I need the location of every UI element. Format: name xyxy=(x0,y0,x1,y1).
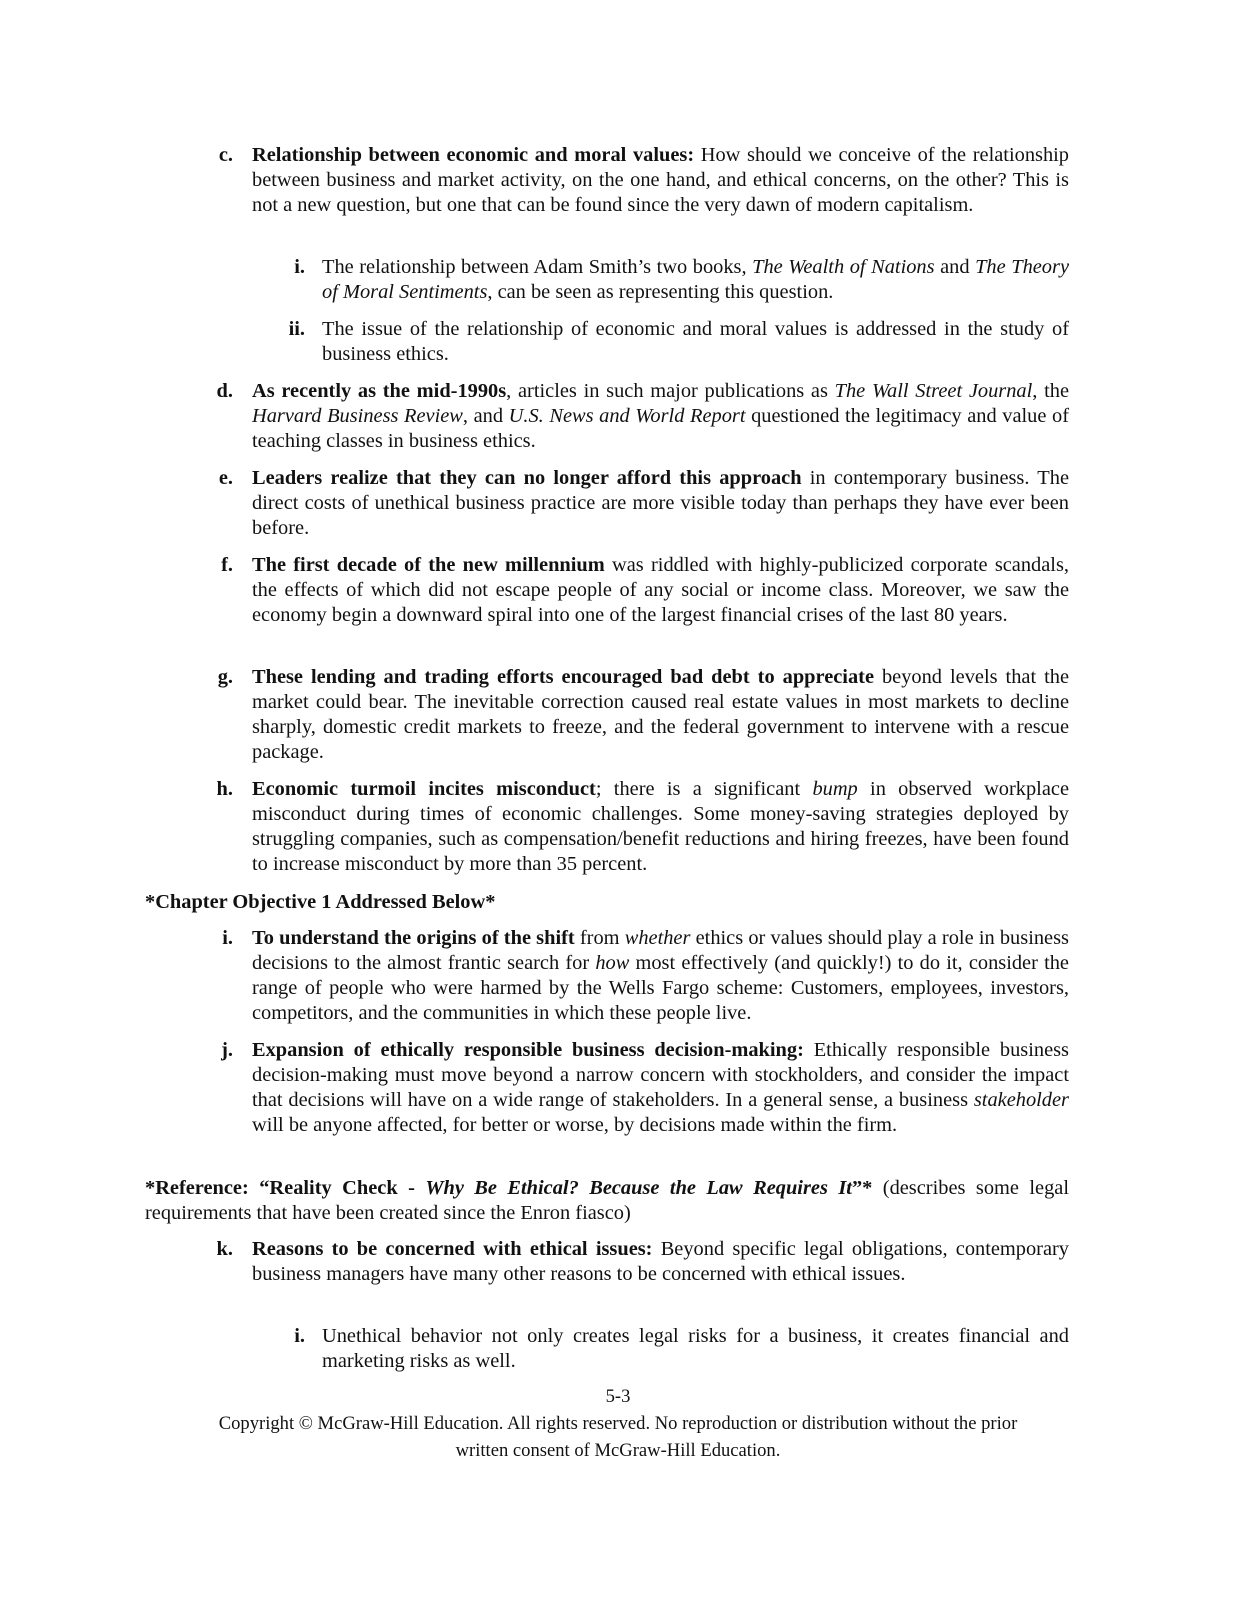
list-item-f xyxy=(221,553,1069,628)
reference-label-end: ”* xyxy=(851,1177,873,1199)
reference-heading xyxy=(145,1176,1069,1226)
item-text: in observed workplace misconduct during times of economic challenges. Some money-saving strategies deployed by struggling companies, such as compensation/benefit reductions and hiring freezes, have been found to increase misconduct by more than 35 percent. xyxy=(252,778,1069,875)
sub-item-k-i xyxy=(294,1324,1069,1374)
list-marker: f. xyxy=(221,554,233,576)
item-lead-bold: As recently as the mid-1990s xyxy=(252,380,507,402)
item-text: Ethically responsible business decision-making must move beyond a narrow concern with stockholders, and consider the impact that decisions will have on a wide range of stakeholders. In a general sense, a business xyxy=(252,1039,1069,1111)
item-text: How should we conceive of the relationship between business and market activity, on the one hand, and ethical concerns, on the other? This is not a new question, but one that can be found since the very dawn of modern capitalism. xyxy=(252,144,1070,216)
item-text: will be anyone affected, for better or worse, by decisions made within the firm. xyxy=(252,1114,898,1136)
list-marker: d. xyxy=(216,380,233,402)
list-marker: h. xyxy=(216,778,233,800)
list-item-d xyxy=(216,379,1069,454)
item-lead-bold: Relationship between economic and moral values: xyxy=(252,144,695,166)
item-text: The relationship between Adam Smith’s two books, xyxy=(322,256,753,278)
reference-label: *Reference: “Reality Check - xyxy=(145,1177,426,1199)
item-lead-bold: Expansion of ethically responsible business decision-making: xyxy=(252,1039,804,1061)
item-text: and xyxy=(934,256,976,278)
item-lead-bold: The first decade of the new millennium xyxy=(252,554,605,576)
item-text: Beyond specific legal obligations, contemporary business managers have many other reasons to be concerned with ethical issues. xyxy=(252,1238,1069,1285)
list-marker: e. xyxy=(218,467,233,489)
reference-title: Why Be Ethical? Because the Law Requires It xyxy=(425,1177,852,1199)
list-marker: ii. xyxy=(288,318,305,340)
book-title: The Theory of Moral Sentiments xyxy=(322,256,1069,303)
emphasis-text: whether xyxy=(624,927,691,949)
item-text: beyond levels that the market could bear. The inevitable correction caused real estate values in most markets to decline sharply, domestic credit markets to freeze, and the federal government to intervene with a rescue package. xyxy=(252,666,1069,763)
list-item-j xyxy=(221,1038,1069,1138)
emphasis-text: stakeholder xyxy=(973,1089,1069,1111)
item-text: Unethical behavior not only creates legal risks for a business, it creates financial and marketing risks as well. xyxy=(322,1325,1069,1372)
item-text: ethics or values should play a role in business decisions to the almost frantic search for xyxy=(252,927,1069,974)
list-marker: i. xyxy=(294,1325,305,1347)
item-text: , articles in such major publications as xyxy=(506,380,835,402)
list-marker: i. xyxy=(294,256,305,278)
copyright-line: written consent of McGraw-Hill Education. xyxy=(455,1440,781,1461)
item-text: , the xyxy=(1032,380,1069,402)
list-item-i xyxy=(222,926,1069,1026)
list-marker: j. xyxy=(221,1039,233,1061)
sub-item-c-ii xyxy=(288,317,1069,367)
item-lead-bold: Economic turmoil incites misconduct xyxy=(252,778,596,800)
list-marker: c. xyxy=(218,144,233,166)
emphasis-text: bump xyxy=(812,778,858,800)
item-text: questioned the legitimacy and value of teaching classes in business ethics. xyxy=(252,405,1069,452)
sub-item-c-i xyxy=(294,255,1069,305)
item-lead-bold: Reasons to be concerned with ethical issues: xyxy=(252,1238,653,1260)
item-text: from xyxy=(574,927,625,949)
copyright-line: Copyright © McGraw-Hill Education. All rights reserved. No reproduction or distribution without the prior xyxy=(218,1413,1018,1434)
item-lead-bold: To understand the origins of the shift xyxy=(252,927,575,949)
list-marker: g. xyxy=(217,666,233,688)
list-item-k xyxy=(216,1237,1069,1287)
list-item-e xyxy=(218,466,1069,541)
item-text: , and xyxy=(462,405,509,427)
emphasis-text: how xyxy=(595,952,630,974)
list-item-h xyxy=(216,777,1069,877)
item-text: , can be seen as representing this question. xyxy=(487,281,834,303)
item-text: most effectively (and quickly!) to do it, consider the range of people who were harmed by the Wells Fargo scheme: Customers, employees, investors, competitors, and the communities in which these people live. xyxy=(252,952,1069,1024)
list-marker: i. xyxy=(222,927,233,949)
publication-title: U.S. News and World Report xyxy=(508,405,746,427)
publication-title: The Wall Street Journal xyxy=(834,380,1033,402)
list-marker: k. xyxy=(216,1238,233,1260)
item-text: The issue of the relationship of economic and moral values is addressed in the study of business ethics. xyxy=(322,318,1069,365)
page-footer xyxy=(0,1383,1236,1464)
item-text: in contemporary business. The direct costs of unethical business practice are more visible today than perhaps they have ever been before. xyxy=(252,467,1069,539)
item-lead-bold: Leaders realize that they can no longer afford this approach xyxy=(252,467,802,489)
reference-description: (describes some legal requirements that have been created since the Enron fiasco) xyxy=(145,1177,1069,1224)
list-item-c xyxy=(218,143,1070,218)
page-number: 5-3 xyxy=(605,1386,631,1407)
chapter-objective-heading: *Chapter Objective 1 Addressed Below* xyxy=(145,891,496,913)
publication-title: Harvard Business Review xyxy=(252,405,463,427)
item-lead-bold: These lending and trading efforts encouraged bad debt to appreciate xyxy=(252,666,874,688)
book-title: The Wealth of Nations xyxy=(752,256,935,278)
list-item-g xyxy=(217,665,1069,765)
item-text: was riddled with highly-publicized corporate scandals, the effects of which did not escape people of any social or income class. Moreover, we saw the economy begin a downward spiral into one of the largest financial crises of the last 80 years. xyxy=(252,554,1069,626)
item-text: ; there is a significant xyxy=(595,778,813,800)
